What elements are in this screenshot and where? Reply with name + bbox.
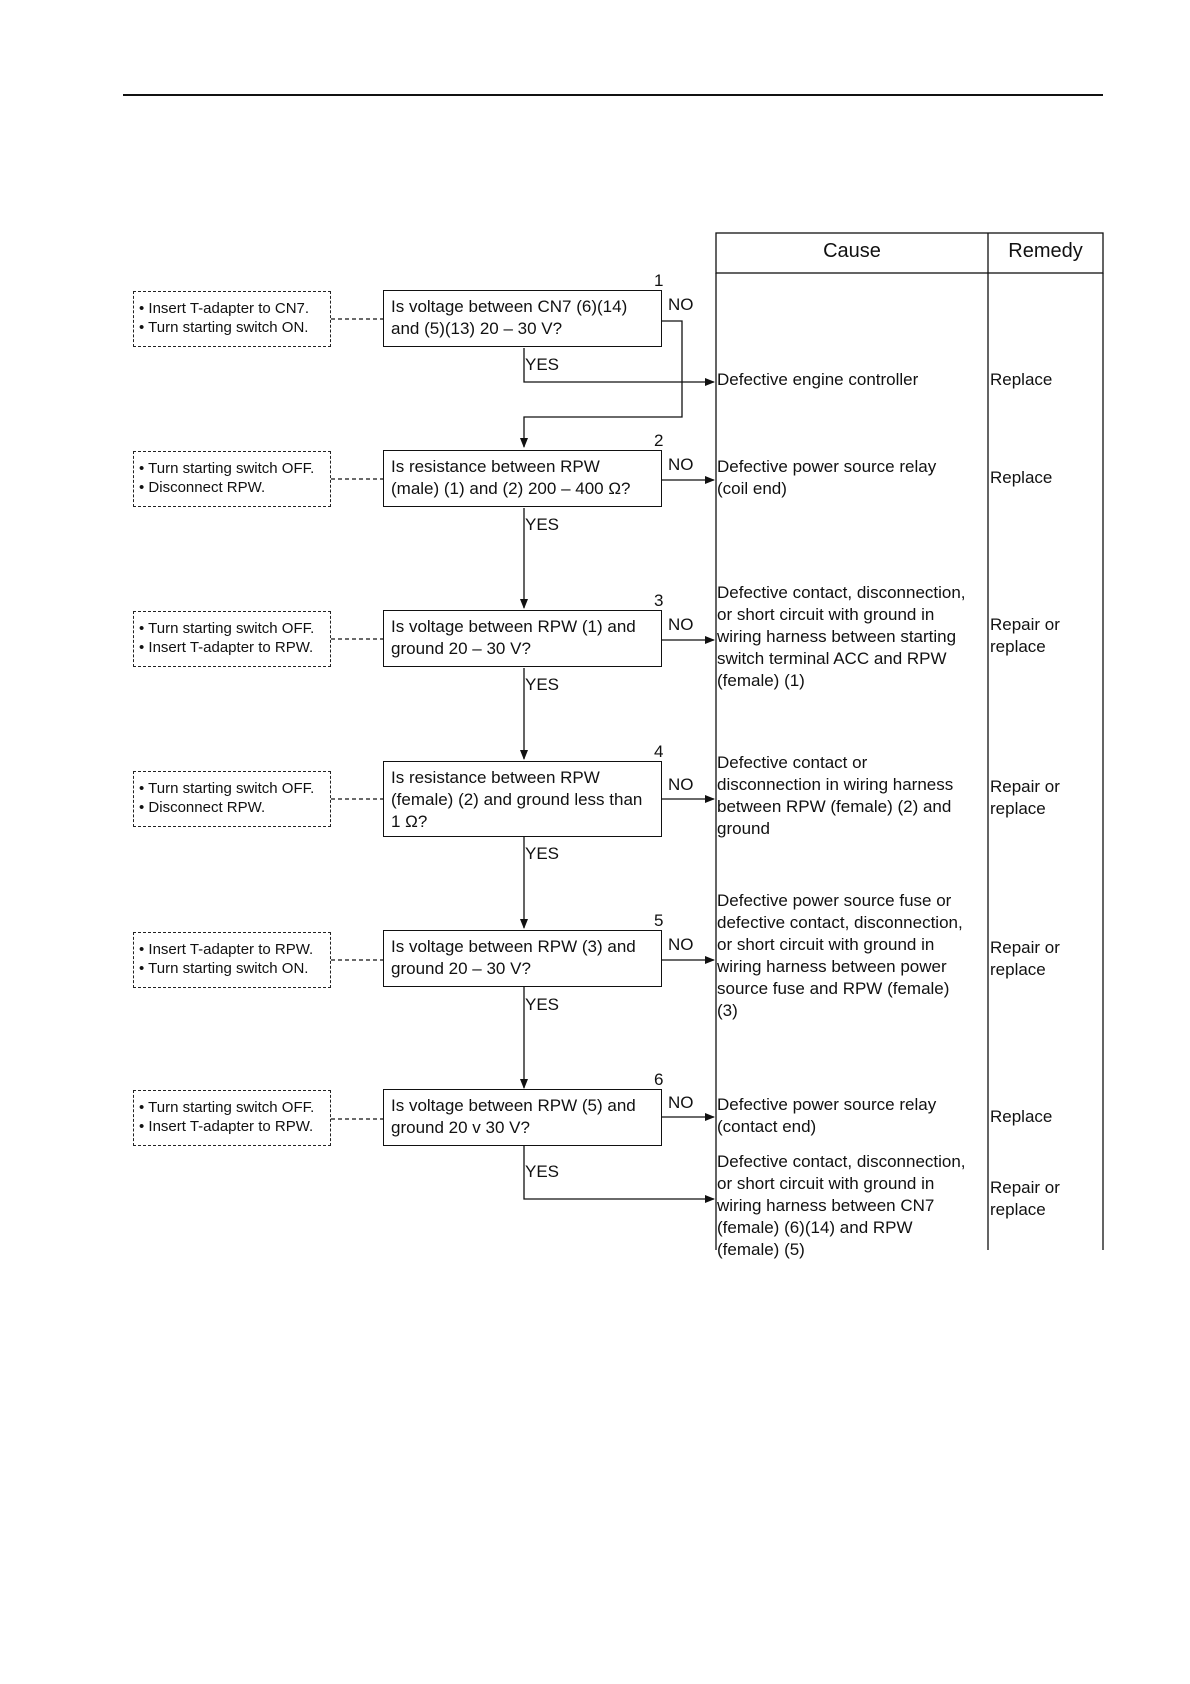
cause-line: Defective engine controller — [717, 370, 919, 389]
remedy-line: Repair or — [990, 615, 1060, 634]
cause-line: (female) (6)(14) and RPW — [717, 1218, 913, 1237]
cause-line: or short circuit with ground in — [717, 605, 935, 624]
condition-line: • Insert T-adapter to RPW. — [139, 639, 314, 656]
question-line: ground 20 – 30 V? — [391, 959, 531, 978]
no-label-4: NO — [668, 775, 694, 794]
question-line: Is resistance between RPW — [391, 768, 600, 787]
remedy-line: Repair or — [990, 777, 1060, 796]
remedy-line: Replace — [990, 1107, 1053, 1126]
step-number-2: 2 — [654, 431, 664, 450]
remedy-line: replace — [990, 960, 1046, 979]
condition-line: • Insert T-adapter to RPW. — [139, 1118, 314, 1135]
yes-label-5: YES — [525, 995, 560, 1014]
cause-line: or short circuit with ground in — [717, 935, 935, 954]
step-number-1: 1 — [654, 271, 664, 290]
yes-label-1: YES — [525, 355, 560, 374]
no-label-6: NO — [668, 1093, 694, 1112]
condition-line: • Disconnect RPW. — [139, 479, 266, 496]
cause-line: defective contact, disconnection, — [717, 913, 963, 932]
no-label-3: NO — [668, 615, 694, 634]
cause-line: (coil end) — [717, 479, 787, 498]
question-line: Is resistance between RPW — [391, 457, 600, 476]
remedy-5 — [990, 937, 1095, 981]
remedy-3 — [990, 614, 1095, 658]
question-line: ground 20 v 30 V? — [391, 1118, 530, 1137]
question-box-4 — [383, 761, 662, 837]
question-line: Is voltage between RPW (3) and — [391, 937, 636, 956]
cause-line: (contact end) — [717, 1117, 817, 1136]
step-number-4: 4 — [654, 742, 664, 761]
cause-line: Defective power source fuse or — [717, 891, 952, 910]
cause-line: wiring harness between CN7 — [717, 1196, 935, 1215]
step-number-3: 3 — [654, 591, 664, 610]
remedy-7 — [990, 1177, 1095, 1221]
question-line: ground 20 – 30 V? — [391, 639, 531, 658]
question-box-5 — [383, 930, 662, 987]
condition-line: • Turn starting switch OFF. — [139, 460, 315, 477]
cause-line: (3) — [717, 1001, 738, 1020]
no-label-2: NO — [668, 455, 694, 474]
remedy-line: replace — [990, 799, 1046, 818]
remedy-line: Repair or — [990, 938, 1060, 957]
condition-box-6 — [133, 1090, 331, 1146]
question-box-1 — [383, 290, 662, 347]
remedy-line: replace — [990, 637, 1046, 656]
remedy-6 — [990, 1106, 1095, 1128]
question-line: 1 Ω? — [391, 812, 428, 831]
cause-line: Defective power source relay — [717, 457, 937, 476]
condition-box-2 — [133, 451, 331, 507]
cause-line: Defective contact or — [717, 753, 868, 772]
cause-line: between RPW (female) (2) and — [717, 797, 952, 816]
condition-line: • Insert T-adapter to CN7. — [139, 300, 310, 317]
condition-box-4 — [133, 771, 331, 827]
cause-6 — [717, 1094, 987, 1138]
yes-label-2: YES — [525, 515, 560, 534]
cause-header: Cause — [823, 240, 881, 262]
no-label-5: NO — [668, 935, 694, 954]
cause-3 — [717, 582, 987, 692]
question-line: Is voltage between RPW (5) and — [391, 1096, 636, 1115]
condition-line: • Turn starting switch OFF. — [139, 1099, 315, 1116]
remedy-line: Replace — [990, 370, 1053, 389]
question-line: (male) (1) and (2) 200 – 400 Ω? — [391, 479, 631, 498]
question-box-2 — [383, 450, 662, 507]
remedy-2 — [990, 467, 1095, 489]
condition-line: • Disconnect RPW. — [139, 799, 266, 816]
question-line: (female) (2) and ground less than — [391, 790, 643, 809]
cause-line: Defective power source relay — [717, 1095, 937, 1114]
condition-box-3 — [133, 611, 331, 667]
cause-line: (female) (5) — [717, 1240, 805, 1259]
no-label-1: NO — [668, 295, 694, 314]
cause-line: Defective contact, disconnection, — [717, 1152, 966, 1171]
cause-line: disconnection in wiring harness — [717, 775, 954, 794]
condition-box-5 — [133, 932, 331, 988]
cause-line: wiring harness between starting — [717, 627, 957, 646]
remedy-line: replace — [990, 1200, 1046, 1219]
cause-line: or short circuit with ground in — [717, 1174, 935, 1193]
condition-box-1 — [133, 291, 331, 347]
remedy-4 — [990, 776, 1095, 820]
remedy-header: Remedy — [1008, 240, 1083, 262]
cause-4 — [717, 752, 987, 840]
step-number-5: 5 — [654, 911, 664, 930]
cause-7 — [717, 1151, 987, 1261]
remedy-1 — [990, 369, 1095, 391]
cause-5 — [717, 890, 987, 1022]
question-line: Is voltage between CN7 (6)(14) — [391, 297, 628, 316]
question-line: Is voltage between RPW (1) and — [391, 617, 636, 636]
condition-line: • Turn starting switch OFF. — [139, 780, 315, 797]
remedy-line: Replace — [990, 468, 1053, 487]
condition-line: • Insert T-adapter to RPW. — [139, 941, 314, 958]
condition-line: • Turn starting switch ON. — [139, 319, 309, 336]
cause-line: (female) (1) — [717, 671, 805, 690]
yes-label-4: YES — [525, 844, 560, 863]
cause-line: source fuse and RPW (female) — [717, 979, 950, 998]
condition-line: • Turn starting switch ON. — [139, 960, 309, 977]
question-line: and (5)(13) 20 – 30 V? — [391, 319, 563, 338]
remedy-line: Repair or — [990, 1178, 1060, 1197]
cause-line: switch terminal ACC and RPW — [717, 649, 947, 668]
condition-line: • Turn starting switch OFF. — [139, 620, 315, 637]
yes-label-6: YES — [525, 1162, 560, 1181]
cause-1 — [717, 369, 987, 391]
yes-label-3: YES — [525, 675, 560, 694]
question-box-3 — [383, 610, 662, 667]
cause-line: wiring harness between power — [717, 957, 947, 976]
step-number-6: 6 — [654, 1070, 664, 1089]
cause-line: Defective contact, disconnection, — [717, 583, 966, 602]
question-box-6 — [383, 1089, 662, 1146]
cause-line: ground — [717, 819, 770, 838]
cause-2 — [717, 456, 987, 500]
